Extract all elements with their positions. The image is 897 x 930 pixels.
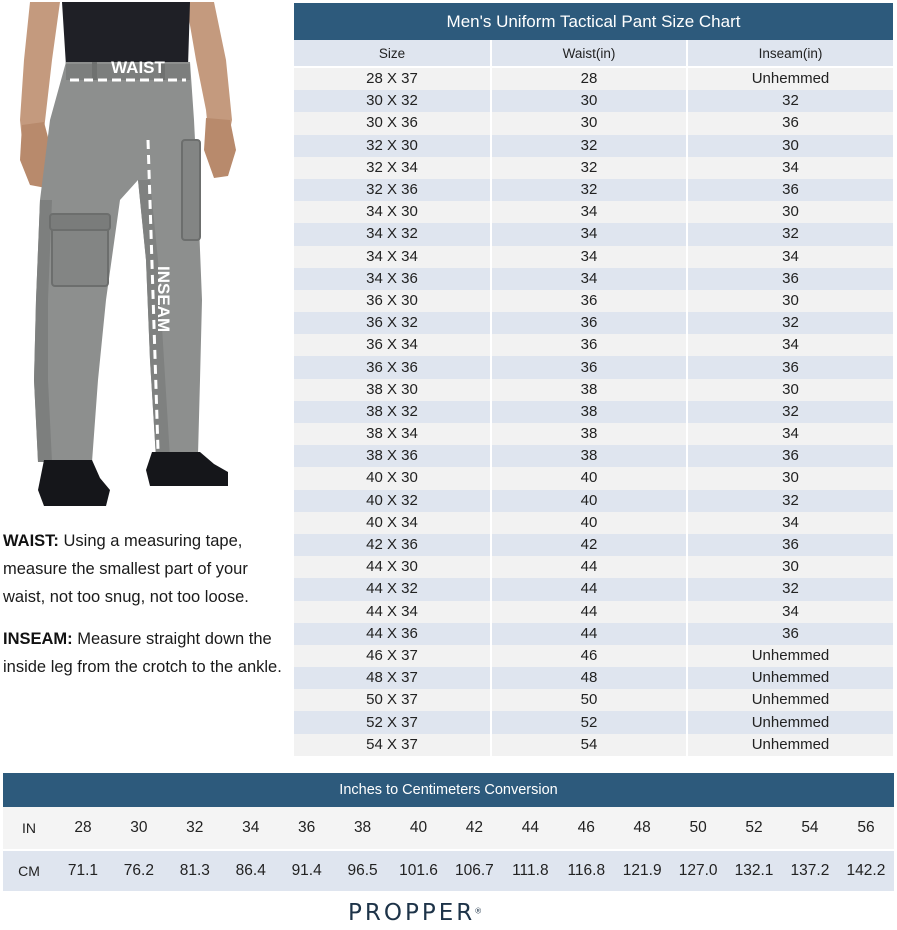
size-cell: 36 X 30 <box>294 290 490 312</box>
size-row <box>294 689 893 711</box>
size-cell: 50 X 37 <box>294 689 490 711</box>
size-cell: 32 X 34 <box>294 157 490 179</box>
inches-value: 30 <box>111 807 167 849</box>
size-chart <box>294 3 893 756</box>
pants-model-photo <box>0 0 292 515</box>
size-cell: 40 X 34 <box>294 512 490 534</box>
waist-cell: 42 <box>490 534 686 556</box>
inseam-cell: 32 <box>686 401 893 423</box>
size-cell: 48 X 37 <box>294 667 490 689</box>
size-row <box>294 179 893 201</box>
waist-cell: 36 <box>490 334 686 356</box>
centimeters-value: 137.2 <box>782 849 838 891</box>
inseam-cell: 30 <box>686 135 893 157</box>
waist-cell: 28 <box>490 68 686 90</box>
cargo-pocket-left-flap <box>50 214 110 230</box>
size-cell: 34 X 30 <box>294 201 490 223</box>
size-chart-body <box>294 68 893 756</box>
inseam-cell: 36 <box>686 356 893 378</box>
size-cell: 40 X 30 <box>294 467 490 489</box>
inseam-cell: 34 <box>686 334 893 356</box>
centimeters-value: 81.3 <box>167 849 223 891</box>
measuring-instructions <box>3 527 289 695</box>
waist-cell: 38 <box>490 401 686 423</box>
size-cell: 36 X 34 <box>294 334 490 356</box>
size-cell: 38 X 36 <box>294 445 490 467</box>
size-row <box>294 246 893 268</box>
size-row <box>294 157 893 179</box>
size-cell: 32 X 36 <box>294 179 490 201</box>
waist-cell: 38 <box>490 379 686 401</box>
size-chart-title: Men's Uniform Tactical Pant Size Chart <box>294 3 893 40</box>
centimeters-value: 132.1 <box>726 849 782 891</box>
size-cell: 32 X 30 <box>294 135 490 157</box>
waist-cell: 38 <box>490 423 686 445</box>
inseam-cell: 36 <box>686 268 893 290</box>
size-row <box>294 667 893 689</box>
size-cell: 34 X 32 <box>294 223 490 245</box>
centimeters-value: 96.5 <box>335 849 391 891</box>
size-chart-table <box>294 40 893 756</box>
waist-cell: 44 <box>490 578 686 600</box>
inches-row-label: IN <box>3 807 55 849</box>
conversion-chart <box>3 773 894 891</box>
size-row <box>294 268 893 290</box>
inseam-label: INSEAM <box>154 266 173 333</box>
inseam-instruction-heading: INSEAM: <box>3 630 73 648</box>
waist-cell: 44 <box>490 601 686 623</box>
waist-cell: 40 <box>490 490 686 512</box>
cargo-pocket-left <box>52 222 108 286</box>
inches-row <box>3 807 894 849</box>
centimeters-value: 101.6 <box>391 849 447 891</box>
centimeters-value: 71.1 <box>55 849 111 891</box>
centimeters-value: 86.4 <box>223 849 279 891</box>
conversion-table <box>3 807 894 891</box>
centimeters-row-label: CM <box>3 849 55 891</box>
size-cell: 44 X 30 <box>294 556 490 578</box>
right-boot <box>146 452 228 486</box>
centimeters-value: 121.9 <box>614 849 670 891</box>
waist-cell: 36 <box>490 312 686 334</box>
size-row <box>294 556 893 578</box>
waist-instruction <box>3 527 289 611</box>
size-row <box>294 534 893 556</box>
centimeters-value: 142.2 <box>838 849 894 891</box>
inseam-cell: Unhemmed <box>686 711 893 733</box>
size-row <box>294 356 893 378</box>
size-row <box>294 312 893 334</box>
inseam-cell: 32 <box>686 223 893 245</box>
waist-cell: 40 <box>490 512 686 534</box>
shirt <box>62 2 190 66</box>
inseam-cell: 30 <box>686 379 893 401</box>
size-cell: 42 X 36 <box>294 534 490 556</box>
size-cell: 46 X 37 <box>294 645 490 667</box>
inseam-cell: 34 <box>686 246 893 268</box>
right-hand <box>204 118 236 178</box>
waist-cell: 38 <box>490 445 686 467</box>
waist-cell: 30 <box>490 112 686 134</box>
waist-cell: 44 <box>490 556 686 578</box>
size-cell: 38 X 32 <box>294 401 490 423</box>
size-row <box>294 334 893 356</box>
brand-logo <box>348 900 548 930</box>
left-boot <box>38 460 110 506</box>
inches-value: 38 <box>335 807 391 849</box>
waist-cell: 32 <box>490 157 686 179</box>
inseam-cell: 30 <box>686 467 893 489</box>
size-cell: 38 X 30 <box>294 379 490 401</box>
size-row <box>294 467 893 489</box>
inseam-cell: 36 <box>686 623 893 645</box>
size-row <box>294 290 893 312</box>
waist-cell: 36 <box>490 356 686 378</box>
size-cell: 30 X 36 <box>294 112 490 134</box>
waist-cell: 52 <box>490 711 686 733</box>
inseam-cell: 32 <box>686 90 893 112</box>
inches-value: 52 <box>726 807 782 849</box>
size-cell: 28 X 37 <box>294 68 490 90</box>
inseam-cell: Unhemmed <box>686 689 893 711</box>
size-cell: 44 X 34 <box>294 601 490 623</box>
size-cell: 40 X 32 <box>294 490 490 512</box>
inseam-cell: 30 <box>686 556 893 578</box>
size-cell: 44 X 32 <box>294 578 490 600</box>
inseam-cell: 34 <box>686 601 893 623</box>
size-row <box>294 711 893 733</box>
inseam-instruction-text: Measure straight down the inside leg from the crotch to the ankle. <box>3 630 282 676</box>
size-row <box>294 623 893 645</box>
waist-cell: 34 <box>490 223 686 245</box>
inches-value: 56 <box>838 807 894 849</box>
column-header-size: Size <box>294 40 490 68</box>
cargo-pocket-right <box>182 140 200 240</box>
size-cell: 36 X 32 <box>294 312 490 334</box>
waist-cell: 32 <box>490 179 686 201</box>
inseam-cell: 30 <box>686 290 893 312</box>
size-row <box>294 512 893 534</box>
inseam-cell: 34 <box>686 423 893 445</box>
inches-value: 48 <box>614 807 670 849</box>
size-cell: 54 X 37 <box>294 734 490 756</box>
size-row <box>294 68 893 90</box>
size-row <box>294 423 893 445</box>
size-row <box>294 490 893 512</box>
inseam-cell: 32 <box>686 312 893 334</box>
waist-cell: 34 <box>490 201 686 223</box>
centimeters-value: 127.0 <box>670 849 726 891</box>
size-row <box>294 90 893 112</box>
centimeters-value: 106.7 <box>446 849 502 891</box>
inches-value: 36 <box>279 807 335 849</box>
centimeters-value: 91.4 <box>279 849 335 891</box>
size-row <box>294 601 893 623</box>
size-row <box>294 201 893 223</box>
inseam-cell: 36 <box>686 112 893 134</box>
inches-value: 54 <box>782 807 838 849</box>
size-row <box>294 112 893 134</box>
size-chart-header-row <box>294 40 893 68</box>
waist-label: WAIST <box>111 58 165 77</box>
inches-value: 42 <box>446 807 502 849</box>
inseam-cell: 34 <box>686 512 893 534</box>
inches-value: 34 <box>223 807 279 849</box>
size-row <box>294 445 893 467</box>
inseam-instruction <box>3 625 289 681</box>
inches-value: 28 <box>55 807 111 849</box>
column-header-inseam: Inseam(in) <box>686 40 893 68</box>
centimeters-value: 116.8 <box>558 849 614 891</box>
column-header-waist: Waist(in) <box>490 40 686 68</box>
waist-cell: 30 <box>490 90 686 112</box>
size-cell: 34 X 34 <box>294 246 490 268</box>
size-cell: 38 X 34 <box>294 423 490 445</box>
inches-value: 44 <box>502 807 558 849</box>
centimeters-value: 76.2 <box>111 849 167 891</box>
conversion-title: Inches to Centimeters Conversion <box>3 773 894 807</box>
waist-instruction-text: Using a measuring tape, measure the smallest part of your waist, not too snug, not too loose. <box>3 532 249 606</box>
inseam-cell: 36 <box>686 445 893 467</box>
inseam-cell: 36 <box>686 179 893 201</box>
waist-cell: 34 <box>490 246 686 268</box>
inches-value: 50 <box>670 807 726 849</box>
inseam-cell: Unhemmed <box>686 68 893 90</box>
inseam-cell: Unhemmed <box>686 667 893 689</box>
inseam-cell: 34 <box>686 157 893 179</box>
size-row <box>294 734 893 756</box>
size-row <box>294 578 893 600</box>
registered-mark: ® <box>475 906 482 916</box>
waist-cell: 34 <box>490 268 686 290</box>
inseam-cell: 36 <box>686 534 893 556</box>
brand-name: PROPPER <box>348 900 476 926</box>
size-row <box>294 223 893 245</box>
inches-value: 46 <box>558 807 614 849</box>
size-row <box>294 379 893 401</box>
centimeters-row <box>3 849 894 891</box>
waist-cell: 54 <box>490 734 686 756</box>
size-cell: 44 X 36 <box>294 623 490 645</box>
size-cell: 36 X 36 <box>294 356 490 378</box>
waist-instruction-heading: WAIST: <box>3 532 59 550</box>
waist-cell: 36 <box>490 290 686 312</box>
size-row <box>294 401 893 423</box>
belt-loop <box>92 62 97 80</box>
waist-cell: 48 <box>490 667 686 689</box>
inches-value: 40 <box>391 807 447 849</box>
waist-cell: 46 <box>490 645 686 667</box>
inseam-cell: 32 <box>686 490 893 512</box>
inseam-cell: 30 <box>686 201 893 223</box>
waist-cell: 40 <box>490 467 686 489</box>
size-cell: 34 X 36 <box>294 268 490 290</box>
size-cell: 52 X 37 <box>294 711 490 733</box>
waist-cell: 44 <box>490 623 686 645</box>
size-cell: 30 X 32 <box>294 90 490 112</box>
centimeters-value: 111.8 <box>502 849 558 891</box>
waist-cell: 32 <box>490 135 686 157</box>
inches-value: 32 <box>167 807 223 849</box>
size-row <box>294 135 893 157</box>
waist-cell: 50 <box>490 689 686 711</box>
inseam-cell: Unhemmed <box>686 645 893 667</box>
size-row <box>294 645 893 667</box>
inseam-cell: 32 <box>686 578 893 600</box>
inseam-cell: Unhemmed <box>686 734 893 756</box>
